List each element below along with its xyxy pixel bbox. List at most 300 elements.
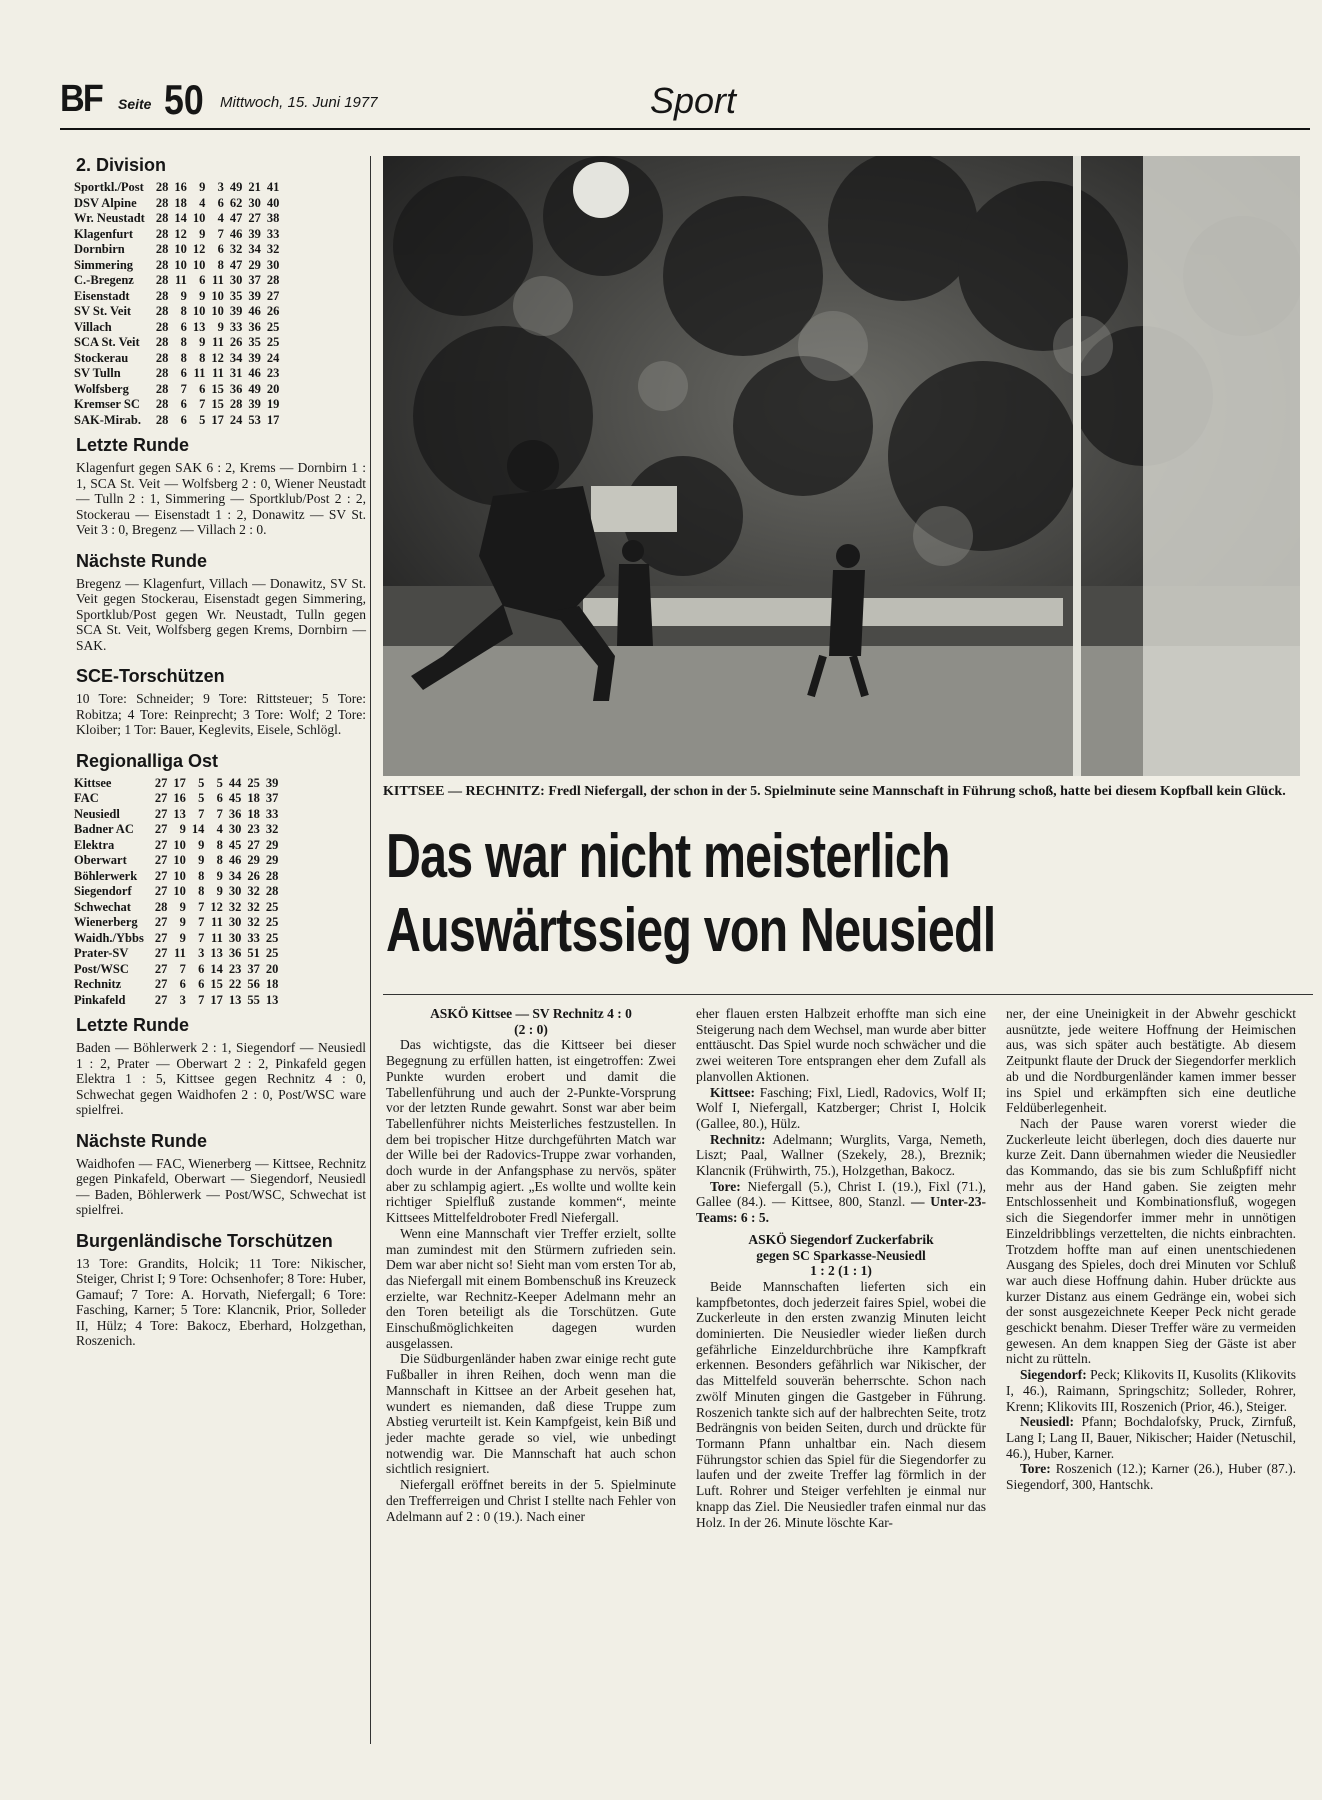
table-cell: 9 — [198, 853, 205, 867]
table-cell: 39 — [248, 288, 261, 303]
table-row — [74, 242, 282, 258]
table-cell: 26 — [247, 868, 260, 883]
table-cell: 25 — [265, 899, 279, 914]
table-cell: 11 — [212, 335, 224, 349]
table-cell: 39 — [248, 350, 261, 365]
team-name: DSV Alpine — [74, 195, 137, 210]
table-cell: 20 — [266, 381, 280, 396]
table-cell: 3 — [198, 946, 205, 960]
div2-last-round-heading: Letzte Runde — [76, 435, 190, 455]
table-cell: 12 — [210, 899, 223, 914]
table-cell: 44 — [228, 775, 242, 790]
div2-heading: 2. Division — [76, 155, 167, 175]
table-cell: 29 — [248, 257, 261, 272]
table-cell: 8 — [180, 304, 187, 318]
table-cell: 7 — [180, 381, 187, 396]
match2-score: 1 : 2 (1 : 1) — [810, 1263, 872, 1279]
table-row — [74, 838, 281, 854]
table-row — [74, 977, 281, 993]
table-cell: 28 — [229, 397, 243, 411]
table-cell: 28 — [266, 273, 280, 287]
table-cell: 36 — [228, 946, 242, 960]
table-row — [74, 962, 281, 978]
team-name: Waidh./Ybbs — [74, 930, 144, 945]
article-column-1 — [386, 1006, 676, 1524]
table-cell: 17 — [173, 775, 186, 790]
table-cell: 17 — [266, 412, 280, 427]
table-cell: 62 — [229, 195, 243, 210]
table-cell: 32 — [247, 884, 260, 898]
table-cell: 46 — [248, 366, 261, 380]
table-cell: 47 — [229, 211, 243, 225]
table-cell: 6 — [199, 381, 206, 396]
table-cell: 28 — [155, 381, 169, 396]
article-paragraph: Niefergall eröffnet bereits in der 5. Spielminute den Trefferreigen und Christ I stellte nach Fehler von Adelmann auf 2 : 0 (19.). Nach einer — [386, 1477, 676, 1524]
table-cell: 32 — [247, 915, 260, 929]
table-cell: 28 — [265, 868, 279, 883]
table-cell: 28 — [155, 211, 169, 225]
table-cell: 28 — [155, 304, 169, 318]
table-row — [74, 869, 281, 885]
table-cell: 9 — [180, 288, 187, 303]
table-cell: 47 — [229, 257, 243, 272]
table-cell: 30 — [266, 257, 280, 272]
burg-scorers-text: 13 Tore: Grandits, Holcik; 11 Tore: Nikischer, Steiger, Christ I; 9 Tore: Ochsenhofer; 8 Tore: Huber, Gamauf; 7 Tore: A. Horvath, Niefergall; 6 Tore: Fasching, Karner; 5 Tore: Klancnik, Prior, Solleder II, Hülz; 4 Tore: Bakocz, Eberhard, Holzgethan, Roszenich. — [76, 1255, 366, 1348]
siegendorf-lineup: Siegendorf: Peck; Klikovits II, Kusolits (Klikovits I, 46.), Raimann, Springschitz; Solleder, Rohrer, Krenn; Klikovits III, Roszenich (Prior, 46.), Steiger. — [1006, 1367, 1296, 1414]
table-row — [74, 335, 282, 351]
div2-standings-table — [74, 180, 282, 428]
team-name: Eisenstadt — [74, 288, 130, 303]
div2-last-round-text: Klagenfurt gegen SAK 6 : 2, Krems — Dornbirn 1 : 1, SCA St. Veit — Wolfsberg 2 : 0, Wiener Neustadt — Tulln 2 : 1, Simmering — Sportklub/Post 2 : 2, Stockerau — Eisenstadt 1 : 2, Donawitz — SV St. Veit 3 : 0, Bregenz — Villach 2 : 0. — [76, 460, 366, 537]
table-cell: 9 — [179, 822, 186, 836]
table-row — [74, 915, 281, 931]
table-row — [74, 366, 282, 382]
table-cell: 27 — [154, 992, 168, 1007]
table-cell: 5 — [199, 412, 206, 427]
article-headline — [386, 820, 1316, 968]
table-cell: 10 — [192, 304, 206, 318]
table-cell: 6 — [198, 977, 205, 991]
table-cell: 21 — [248, 180, 261, 194]
table-cell: 33 — [229, 319, 243, 334]
table-cell: 27 — [154, 806, 168, 821]
table-cell: 20 — [265, 961, 279, 976]
table-cell: 9 — [179, 930, 186, 945]
rlo-last-round-heading: Letzte Runde — [76, 1015, 190, 1035]
table-row — [74, 273, 282, 289]
table-cell: 28 — [155, 366, 169, 380]
table-cell: 7 — [198, 930, 205, 945]
table-cell: 25 — [266, 335, 280, 349]
article-column-3 — [1006, 1006, 1296, 1493]
table-cell: 14 — [191, 822, 205, 836]
page-label: Seite — [118, 96, 152, 112]
table-cell: 6 — [217, 195, 224, 210]
table-cell: 13 — [228, 992, 242, 1007]
table-row — [74, 227, 282, 243]
table-cell: 32 — [228, 899, 242, 914]
table-cell: 39 — [248, 397, 261, 411]
team-name: Kittsee — [74, 775, 112, 790]
table-cell: 15 — [211, 397, 224, 411]
table-cell: 27 — [154, 884, 168, 898]
table-cell: 32 — [266, 242, 280, 256]
table-cell: 27 — [154, 791, 168, 805]
table-row — [74, 320, 282, 336]
table-cell: 6 — [199, 273, 206, 287]
table-cell: 6 — [217, 242, 224, 256]
table-cell: 7 — [217, 226, 224, 241]
team-name: C.-Bregenz — [74, 273, 134, 287]
table-cell: 5 — [198, 775, 205, 790]
table-cell: 40 — [266, 195, 280, 210]
match1-halftime: (2 : 0) — [514, 1021, 548, 1037]
match-photo-image — [383, 156, 1300, 776]
table-cell: 24 — [229, 412, 243, 427]
table-cell: 5 — [216, 775, 223, 790]
match1-goals: Tore: Niefergall (5.), Christ I. (19.), Fixl (71.), Gallee (84.). — Kittsee, 800, Stanzl. — Unter-23-Teams: 6 : 5. — [696, 1178, 987, 1226]
table-cell: 3 — [217, 180, 224, 194]
table-cell: 30 — [228, 884, 242, 898]
table-cell: 6 — [216, 791, 223, 805]
team-name: Badner AC — [74, 822, 134, 836]
table-cell: 28 — [155, 226, 169, 241]
sce-scorers-text: 10 Tore: Schneider; 9 Tore: Rittsteuer; 5 Tore: Robitza; 4 Tore: Reinprecht; 3 Tore: Wolf; 2 Tore: Kloiber; 1 Tor: Bauer, Keglevits, Eisele, Schlögl. — [76, 691, 366, 737]
table-cell: 28 — [155, 335, 169, 349]
table-cell: 51 — [247, 946, 260, 960]
table-cell: 12 — [174, 226, 187, 241]
table-cell: 27 — [154, 961, 168, 976]
table-cell: 39 — [248, 226, 261, 241]
table-cell: 10 — [211, 304, 224, 318]
table-cell: 6 — [180, 366, 187, 380]
table-cell: 33 — [247, 930, 260, 945]
table-cell: 26 — [266, 304, 280, 318]
match2-title: ASKÖ Siegendorf Zuckerfabrik — [748, 1231, 934, 1247]
table-cell: 11 — [212, 366, 224, 380]
table-cell: 27 — [154, 946, 168, 960]
table-cell: 28 — [155, 195, 169, 210]
table-cell: 28 — [155, 257, 169, 272]
table-cell: 23 — [228, 961, 242, 976]
table-cell: 11 — [211, 915, 223, 929]
table-cell: 27 — [154, 837, 168, 852]
table-cell: 26 — [229, 335, 243, 349]
table-cell: 34 — [248, 242, 261, 256]
table-row — [74, 196, 282, 212]
table-cell: 7 — [199, 397, 206, 411]
table-cell: 33 — [265, 806, 279, 821]
rlo-standings-table — [74, 776, 281, 1009]
rlo-last-round-text: Baden — Böhlerwerk 2 : 1, Siegendorf — Neusiedl 1 : 2, Prater — Oberwart 2 : 2, Pinkafeld gegen Elektra 1 : 5, Kittsee gegen Rechnitz 4 : 0, Schwechat gegen Waidhofen 2 : 0, Post/WSC ware spielfrei. — [76, 1040, 366, 1117]
sce-scorers-heading: SCE-Torschützen — [76, 666, 225, 686]
team-name: Schwechat — [74, 899, 131, 914]
table-cell: 32 — [247, 899, 260, 914]
match2-title-2: gegen SC Sparkasse-Neusiedl — [756, 1247, 926, 1263]
table-cell: 45 — [228, 791, 242, 805]
table-cell: 27 — [248, 211, 261, 225]
table-cell: 46 — [229, 226, 243, 241]
table-cell: 35 — [248, 335, 261, 349]
rlo-heading: Regionalliga Ost — [76, 750, 219, 771]
match-photo — [383, 156, 1300, 776]
team-name: Kremser SC — [74, 397, 140, 411]
table-cell: 7 — [198, 915, 205, 929]
column-divider — [370, 156, 371, 1744]
table-cell: 4 — [216, 822, 223, 836]
team-name: Neusiedl — [74, 806, 120, 821]
table-cell: 10 — [192, 211, 206, 225]
masthead — [60, 74, 1300, 126]
table-cell: 14 — [174, 211, 187, 225]
table-cell: 25 — [266, 319, 280, 334]
table-cell: 5 — [198, 791, 205, 805]
table-cell: 34 — [229, 350, 243, 365]
table-cell: 13 — [210, 946, 223, 960]
table-cell: 29 — [265, 837, 279, 852]
table-row — [74, 946, 281, 962]
table-cell: 28 — [155, 319, 169, 334]
team-name: FAC — [74, 791, 99, 805]
table-row — [74, 791, 281, 807]
table-cell: 25 — [265, 915, 279, 929]
team-name: SAK-Mirab. — [74, 412, 142, 427]
team-name: Sportkl./Post — [74, 180, 144, 194]
table-cell: 22 — [228, 977, 242, 991]
team-name: Elektra — [74, 837, 115, 852]
table-row — [74, 180, 282, 196]
table-cell: 37 — [248, 273, 261, 287]
table-cell: 27 — [154, 822, 168, 836]
table-cell: 8 — [180, 350, 187, 365]
table-cell: 11 — [175, 273, 187, 287]
table-cell: 33 — [266, 226, 280, 241]
table-cell: 36 — [229, 381, 243, 396]
table-cell: 17 — [210, 992, 223, 1007]
table-cell: 9 — [198, 837, 205, 852]
team-name: Pinkafeld — [74, 992, 126, 1007]
table-cell: 9 — [199, 335, 206, 349]
table-row — [74, 807, 281, 823]
table-cell: 28 — [155, 412, 169, 427]
table-cell: 23 — [247, 822, 260, 836]
table-cell: 32 — [265, 822, 279, 836]
neusiedl-lineup: Neusiedl: Pfann; Bochdalofsky, Pruck, Zirnfuß, Lang I; Lang II, Bauer, Nikischer; Haider (Netuschil, 46.), Huber, Karner. — [1006, 1414, 1297, 1461]
team-name: Simmering — [74, 257, 134, 272]
table-cell: 7 — [198, 992, 205, 1007]
table-row — [74, 884, 281, 900]
table-cell: 10 — [173, 837, 186, 852]
table-cell: 32 — [229, 242, 243, 256]
table-cell: 29 — [265, 853, 279, 867]
table-cell: 6 — [179, 977, 186, 991]
table-row — [74, 853, 281, 869]
table-cell: 36 — [228, 806, 242, 821]
article-paragraph: Nach der Pause waren vorerst wieder die Zuckerleute leicht überlegen, doch dies dauerte nur kurze Zeit. Dann übernahmen wieder die Neusiedler das Kommando, das sie bis zum Schlußpfiff nicht mehr aus der Hand gaben. Sie zeigten mehr Entschlossenheit und Kombinationsfluß, wogegen sich die Siegendorfer immer mehr in unnötigen Einzeldribblings verzettelten, die nichts einbrachten. Trotzdem hoffte man auf einen unentschiedenen Ausgang des Spieles, doch drei Minuten vor Schluß war auch diese Hoffnung dahin. Huber drückte aus kurzer Distanz aus einem Gedränge ein, wobei sich der sonst ausgezeichnete Keeper Peck nicht gerade geschickt benahm. Dieser Treffer wäre zu vermeiden gewesen. An dem knappen Sieg der Gäste ist aber nicht zu rütteln. — [1006, 1115, 1296, 1367]
table-cell: 10 — [174, 257, 187, 272]
team-name: Wr. Neustadt — [74, 211, 145, 225]
table-cell: 23 — [266, 366, 280, 380]
table-cell: 25 — [247, 775, 260, 790]
kittsee-lineup: Kittsee: Fasching; Fixl, Liedl, Radovics, Wolf II; Wolf I, Niefergall, Katzberger; Christ I, Holcik (Gallee, 80.), Hülz. — [696, 1084, 986, 1131]
article-paragraph: eher flauen ersten Halbzeit erhoffte man sich eine Steigerung nach dem Wechsel, man wurde aber bitter enttäuscht. Das Spiel wurde noch schwächer und die zwei weiteren Tore entsprangen eher dem Zufall als planvollen Aktionen. — [696, 1006, 986, 1084]
table-cell: 10 — [192, 257, 206, 272]
table-cell: 7 — [198, 806, 205, 821]
table-cell: 6 — [198, 961, 205, 976]
table-cell: 7 — [216, 806, 223, 821]
table-row — [74, 931, 281, 947]
div2-next-round-heading: Nächste Runde — [76, 550, 208, 571]
table-cell: 10 — [173, 868, 186, 883]
table-cell: 27 — [154, 775, 168, 790]
newspaper-logo: BF — [60, 78, 102, 120]
table-cell: 30 — [228, 915, 242, 929]
team-name: Post/WSC — [74, 961, 129, 976]
table-cell: 18 — [174, 195, 187, 210]
section-title: Sport — [650, 80, 737, 121]
team-name: Klagenfurt — [74, 226, 134, 241]
masthead-rule — [60, 128, 1310, 130]
table-cell: 45 — [228, 837, 242, 852]
table-cell: 25 — [265, 946, 279, 960]
table-cell: 10 — [173, 884, 186, 898]
table-row — [74, 289, 282, 305]
table-row — [74, 258, 282, 274]
team-name: Villach — [74, 319, 112, 334]
team-name: Rechnitz — [74, 977, 122, 991]
table-cell: 9 — [199, 288, 206, 303]
table-cell: 18 — [265, 977, 279, 991]
table-row — [74, 351, 282, 367]
team-name: Stockerau — [74, 350, 129, 365]
table-cell: 28 — [155, 180, 169, 194]
table-cell: 9 — [199, 180, 206, 194]
table-cell: 38 — [266, 211, 280, 225]
page-number: 50 — [164, 76, 204, 123]
table-cell: 27 — [154, 853, 168, 867]
team-name: Wolfsberg — [74, 381, 129, 396]
table-cell: 28 — [155, 242, 169, 256]
table-cell: 6 — [180, 319, 187, 334]
table-row — [74, 993, 281, 1009]
table-row — [74, 413, 282, 429]
table-cell: 56 — [247, 977, 260, 991]
table-cell: 9 — [179, 899, 186, 914]
rlo-next-round-text: Waidhofen — FAC, Wienerberg — Kittsee, Rechnitz gegen Pinkafeld, Oberwart — Siegendorf, Neusiedl — Baden, Böhlerwerk — Post/WSC, Schwechat ist spielfrei. — [76, 1155, 366, 1217]
table-cell: 4 — [199, 195, 206, 210]
table-cell: 8 — [216, 837, 223, 852]
table-cell: 10 — [211, 288, 224, 303]
table-cell: 13 — [265, 992, 279, 1007]
article-paragraph: ner, der eine Uneinigkeit in der Abwehr geschickt ausnützte, jede weitere Hoffnung der Heimischen aus, was sich später auch bestätigte. Ab diesem Zeitpunkt flaute der Druck der Siegendorfer merklich ab und die Nordburgenländer kamen immer besser ins Spiel und erkämpften sich eine deutliche Feldüberlegenheit. — [1006, 1006, 1296, 1116]
team-name: Böhlerwerk — [74, 868, 138, 883]
headline-rule — [383, 994, 1313, 995]
table-cell: 9 — [199, 226, 206, 241]
match1-title: ASKÖ Kittsee — SV Rechnitz 4 : 0 — [430, 1006, 632, 1021]
table-cell: 27 — [266, 288, 280, 303]
table-cell: 34 — [228, 868, 242, 883]
article-paragraph: Wenn eine Mannschaft vier Treffer erzielt, sollte man zumindest mit den Stürmern zufrieden sein. Dem war aber nicht so! Sieht man vom ersten Tor ab, das Niefergall mit einem Bombenschuß ins Kreuzeck erzielte, war Rechnitz-Keeper Adelmann mehr an den Toren beteiligt als die Torschützen. Gute Einschußmöglichkeiten dagegen wurden ausgelassen. — [386, 1225, 676, 1351]
table-cell: 19 — [266, 397, 280, 411]
table-cell: 6 — [180, 397, 187, 411]
table-cell: 11 — [174, 946, 186, 960]
table-cell: 8 — [199, 350, 206, 365]
photo-caption: KITTSEE — RECHNITZ: Fredl Niefergall, der schon in der 5. Spielminute seine Mannschaft in Führung schoß, hatte bei diesem Kopfball kein Glück. — [383, 784, 1286, 799]
table-cell: 31 — [229, 366, 243, 380]
table-cell: 27 — [154, 977, 168, 991]
team-name: SCA St. Veit — [74, 335, 140, 349]
match2-goals: Tore: Roszenich (12.); Karner (26.), Huber (87.). Siegendorf, 300, Hantschk. — [1006, 1461, 1297, 1493]
team-name: Prater-SV — [74, 946, 129, 960]
table-cell: 28 — [155, 273, 169, 287]
table-row — [74, 397, 282, 413]
table-cell: 9 — [216, 868, 223, 883]
table-cell: 29 — [247, 853, 260, 867]
div2-next-round-text: Bregenz — Klagenfurt, Villach — Donawitz, SV St. Veit gegen Stockerau, Eisenstadt gegen Simmering, Sportklub/Post gegen Wr. Neustadt, Tulln gegen SCA St. Veit, Wolfsberg gegen Krems, Dornbirn — SAK. — [76, 575, 366, 653]
table-cell: 11 — [193, 366, 206, 380]
table-cell: 28 — [155, 397, 169, 411]
table-cell: 37 — [265, 791, 279, 805]
table-cell: 16 — [174, 180, 187, 194]
table-cell: 36 — [248, 319, 261, 334]
table-cell: 11 — [212, 273, 224, 287]
team-name: Oberwart — [74, 853, 127, 867]
burg-scorers-heading: Burgenländische Torschützen — [76, 1230, 333, 1251]
table-row — [74, 900, 281, 916]
table-cell: 13 — [192, 319, 206, 334]
headline-line-2: Auswärtssieg von Neusiedl — [386, 896, 996, 965]
table-cell: 12 — [211, 350, 224, 365]
table-cell: 8 — [198, 868, 205, 883]
table-row — [74, 211, 282, 227]
table-cell: 15 — [210, 977, 223, 991]
table-cell: 15 — [211, 381, 224, 396]
table-cell: 53 — [248, 412, 261, 427]
table-cell: 9 — [179, 915, 186, 929]
rlo-next-round-heading: Nächste Runde — [76, 1130, 208, 1151]
table-cell: 14 — [210, 961, 223, 976]
table-cell: 8 — [180, 335, 187, 349]
article-paragraph: Das wichtigste, das die Kittseer bei dieser Begegnung zu erfüllen hatten, ist eingetroffen: Zwei Punkte wurden erobert und damit die Tabellenführung und auch der 2-Punkte-Vorsprung vor der letzten Runde gewahrt. Sonst war aber beim Tabellenführer nichts Meisterliches festzustellen. In dem bei tropischer Hitze durchgeführten Match war der Wille bei der Radovics-Truppe zwar vorhanden, doch wurde in der Anfangsphase zu nervös, später aber zu schlampig agiert. „Es wollte und wollte kein richtiger Spielfluß zustande kommen“, meinte Kittsees Mittelfeldroboter Fredl Niefergall. — [386, 1037, 676, 1226]
table-cell: 4 — [217, 211, 224, 225]
headline-line-1: Das war nicht meisterlich — [386, 822, 950, 891]
table-cell: 8 — [217, 257, 224, 272]
table-row — [74, 304, 282, 320]
table-cell: 39 — [229, 304, 243, 318]
table-cell: 28 — [155, 288, 169, 303]
table-cell: 13 — [173, 806, 186, 821]
team-name: Siegendorf — [74, 884, 132, 898]
table-cell: 7 — [198, 899, 205, 914]
rechnitz-lineup: Rechnitz: Adelmann; Wurglits, Varga, Nemeth, Liszt; Paal, Wallner (Szekely, 28.), Breznik; Klancnik (Frühwirth, 75.), Holzgethan, Bakocz. — [696, 1131, 986, 1179]
table-cell: 37 — [247, 961, 260, 976]
table-cell: 18 — [247, 791, 260, 805]
article-paragraph: Die Südburgenländer haben zwar einige recht gute Fußballer in ihren Reihen, doch wenn man die Mannschaft in Kittsee an der Arbeit gesehen hat, wundert es niemanden, daß diese Truppe zum Abstieg verurteilt ist. Kein Kampfgeist, kein Biß und jeder machte gerade so viel, wie unbedingt notwendig war. Die Mannschaft hat auch schon sichtlich resigniert. — [386, 1351, 676, 1477]
table-cell: 18 — [247, 806, 260, 821]
team-name: Wienerberg — [74, 915, 138, 929]
table-cell: 30 — [229, 273, 243, 287]
table-cell: 8 — [216, 853, 223, 867]
team-name: Dornbirn — [74, 242, 125, 256]
table-cell: 27 — [154, 915, 168, 929]
table-cell: 10 — [173, 853, 186, 867]
table-cell: 28 — [154, 899, 168, 914]
table-cell: 30 — [248, 195, 261, 210]
table-cell: 49 — [248, 381, 261, 396]
table-cell: 9 — [216, 884, 223, 898]
table-cell: 9 — [217, 319, 224, 334]
table-cell: 12 — [192, 242, 206, 256]
